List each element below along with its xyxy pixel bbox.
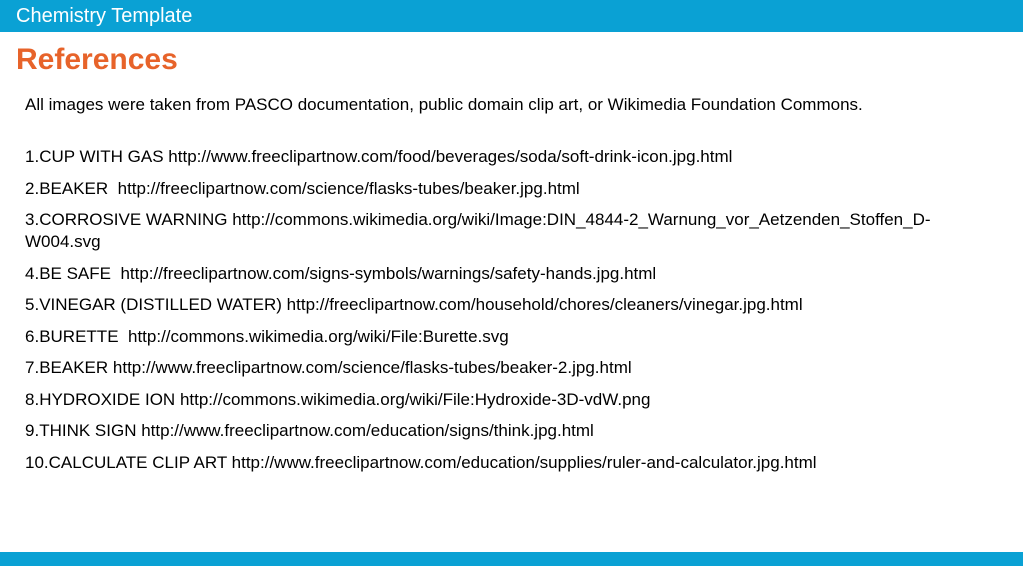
reference-separator bbox=[119, 327, 128, 346]
header-title: Chemistry Template bbox=[16, 5, 193, 27]
reference-item bbox=[25, 178, 1000, 200]
reference-name: BEAKER bbox=[39, 178, 109, 198]
reference-number: 8. bbox=[25, 389, 40, 409]
reference-item bbox=[25, 294, 1000, 316]
reference-url[interactable]: http://www.freeclipartnow.com/science/flasks-tubes/beaker-2.jpg.html bbox=[112, 358, 632, 377]
reference-name: CALCULATE CLIP ART bbox=[48, 452, 227, 472]
reference-url[interactable]: http://commons.wikimedia.org/wiki/File:Hydroxide-3D-vdW.png bbox=[179, 389, 651, 409]
reference-url[interactable]: http://www.freeclipartnow.com/food/beverages/soda/soft-drink-icon.jpg.html bbox=[168, 147, 733, 166]
reference-item bbox=[25, 326, 1000, 348]
references-list bbox=[25, 146, 1000, 483]
intro-text: All images were taken from PASCO documentation, public domain clip art, or Wikimedia Foundation Commons. bbox=[25, 95, 863, 114]
reference-url[interactable]: http://commons.wikimedia.org/wiki/File:Burette.svg bbox=[127, 326, 509, 346]
reference-separator bbox=[108, 179, 117, 198]
reference-number: 6. bbox=[25, 326, 40, 346]
reference-item bbox=[25, 420, 1000, 442]
reference-url[interactable]: http://www.freeclipartnow.com/education/supplies/ruler-and-calculator.jpg.html bbox=[231, 452, 817, 472]
reference-name: HYDROXIDE ION bbox=[39, 389, 176, 409]
reference-number: 7. bbox=[25, 358, 40, 377]
reference-name: CORROSIVE WARNING bbox=[39, 210, 228, 229]
reference-item bbox=[25, 389, 1000, 411]
reference-name: BEAKER bbox=[39, 358, 109, 377]
reference-number: 10. bbox=[25, 452, 49, 472]
reference-item bbox=[25, 357, 1000, 379]
reference-name: BURETTE bbox=[39, 326, 119, 346]
reference-item bbox=[25, 263, 1000, 285]
reference-number: 9. bbox=[25, 421, 40, 440]
reference-number: 5. bbox=[25, 295, 40, 314]
reference-number: 2. bbox=[25, 178, 40, 198]
header-bar bbox=[0, 0, 1023, 32]
reference-number: 1. bbox=[25, 147, 40, 166]
reference-number: 3. bbox=[25, 210, 40, 229]
reference-item bbox=[25, 452, 1000, 474]
reference-url[interactable]: http://freeclipartnow.com/science/flasks-tubes/beaker.jpg.html bbox=[117, 178, 580, 198]
reference-url[interactable]: http://freeclipartnow.com/signs-symbols/warnings/safety-hands.jpg.html bbox=[120, 263, 657, 283]
reference-item bbox=[25, 146, 1000, 168]
reference-name: CUP WITH GAS bbox=[39, 147, 164, 166]
reference-name: VINEGAR (DISTILLED WATER) bbox=[39, 295, 282, 314]
reference-number: 4. bbox=[25, 263, 40, 283]
reference-url[interactable]: http://commons.wikimedia.org/wiki/Image:DIN_4844-2_Warnung_vor_Aetzenden_Stoffen_D-W004.svg bbox=[25, 210, 931, 251]
reference-name: BE SAFE bbox=[39, 263, 111, 283]
reference-item bbox=[25, 209, 1000, 253]
slide-heading: References bbox=[16, 43, 178, 76]
reference-name: THINK SIGN bbox=[39, 421, 137, 440]
reference-url[interactable]: http://freeclipartnow.com/household/chores/cleaners/vinegar.jpg.html bbox=[286, 295, 803, 314]
footer-bar bbox=[0, 552, 1023, 566]
reference-url[interactable]: http://www.freeclipartnow.com/education/signs/think.jpg.html bbox=[141, 421, 594, 440]
